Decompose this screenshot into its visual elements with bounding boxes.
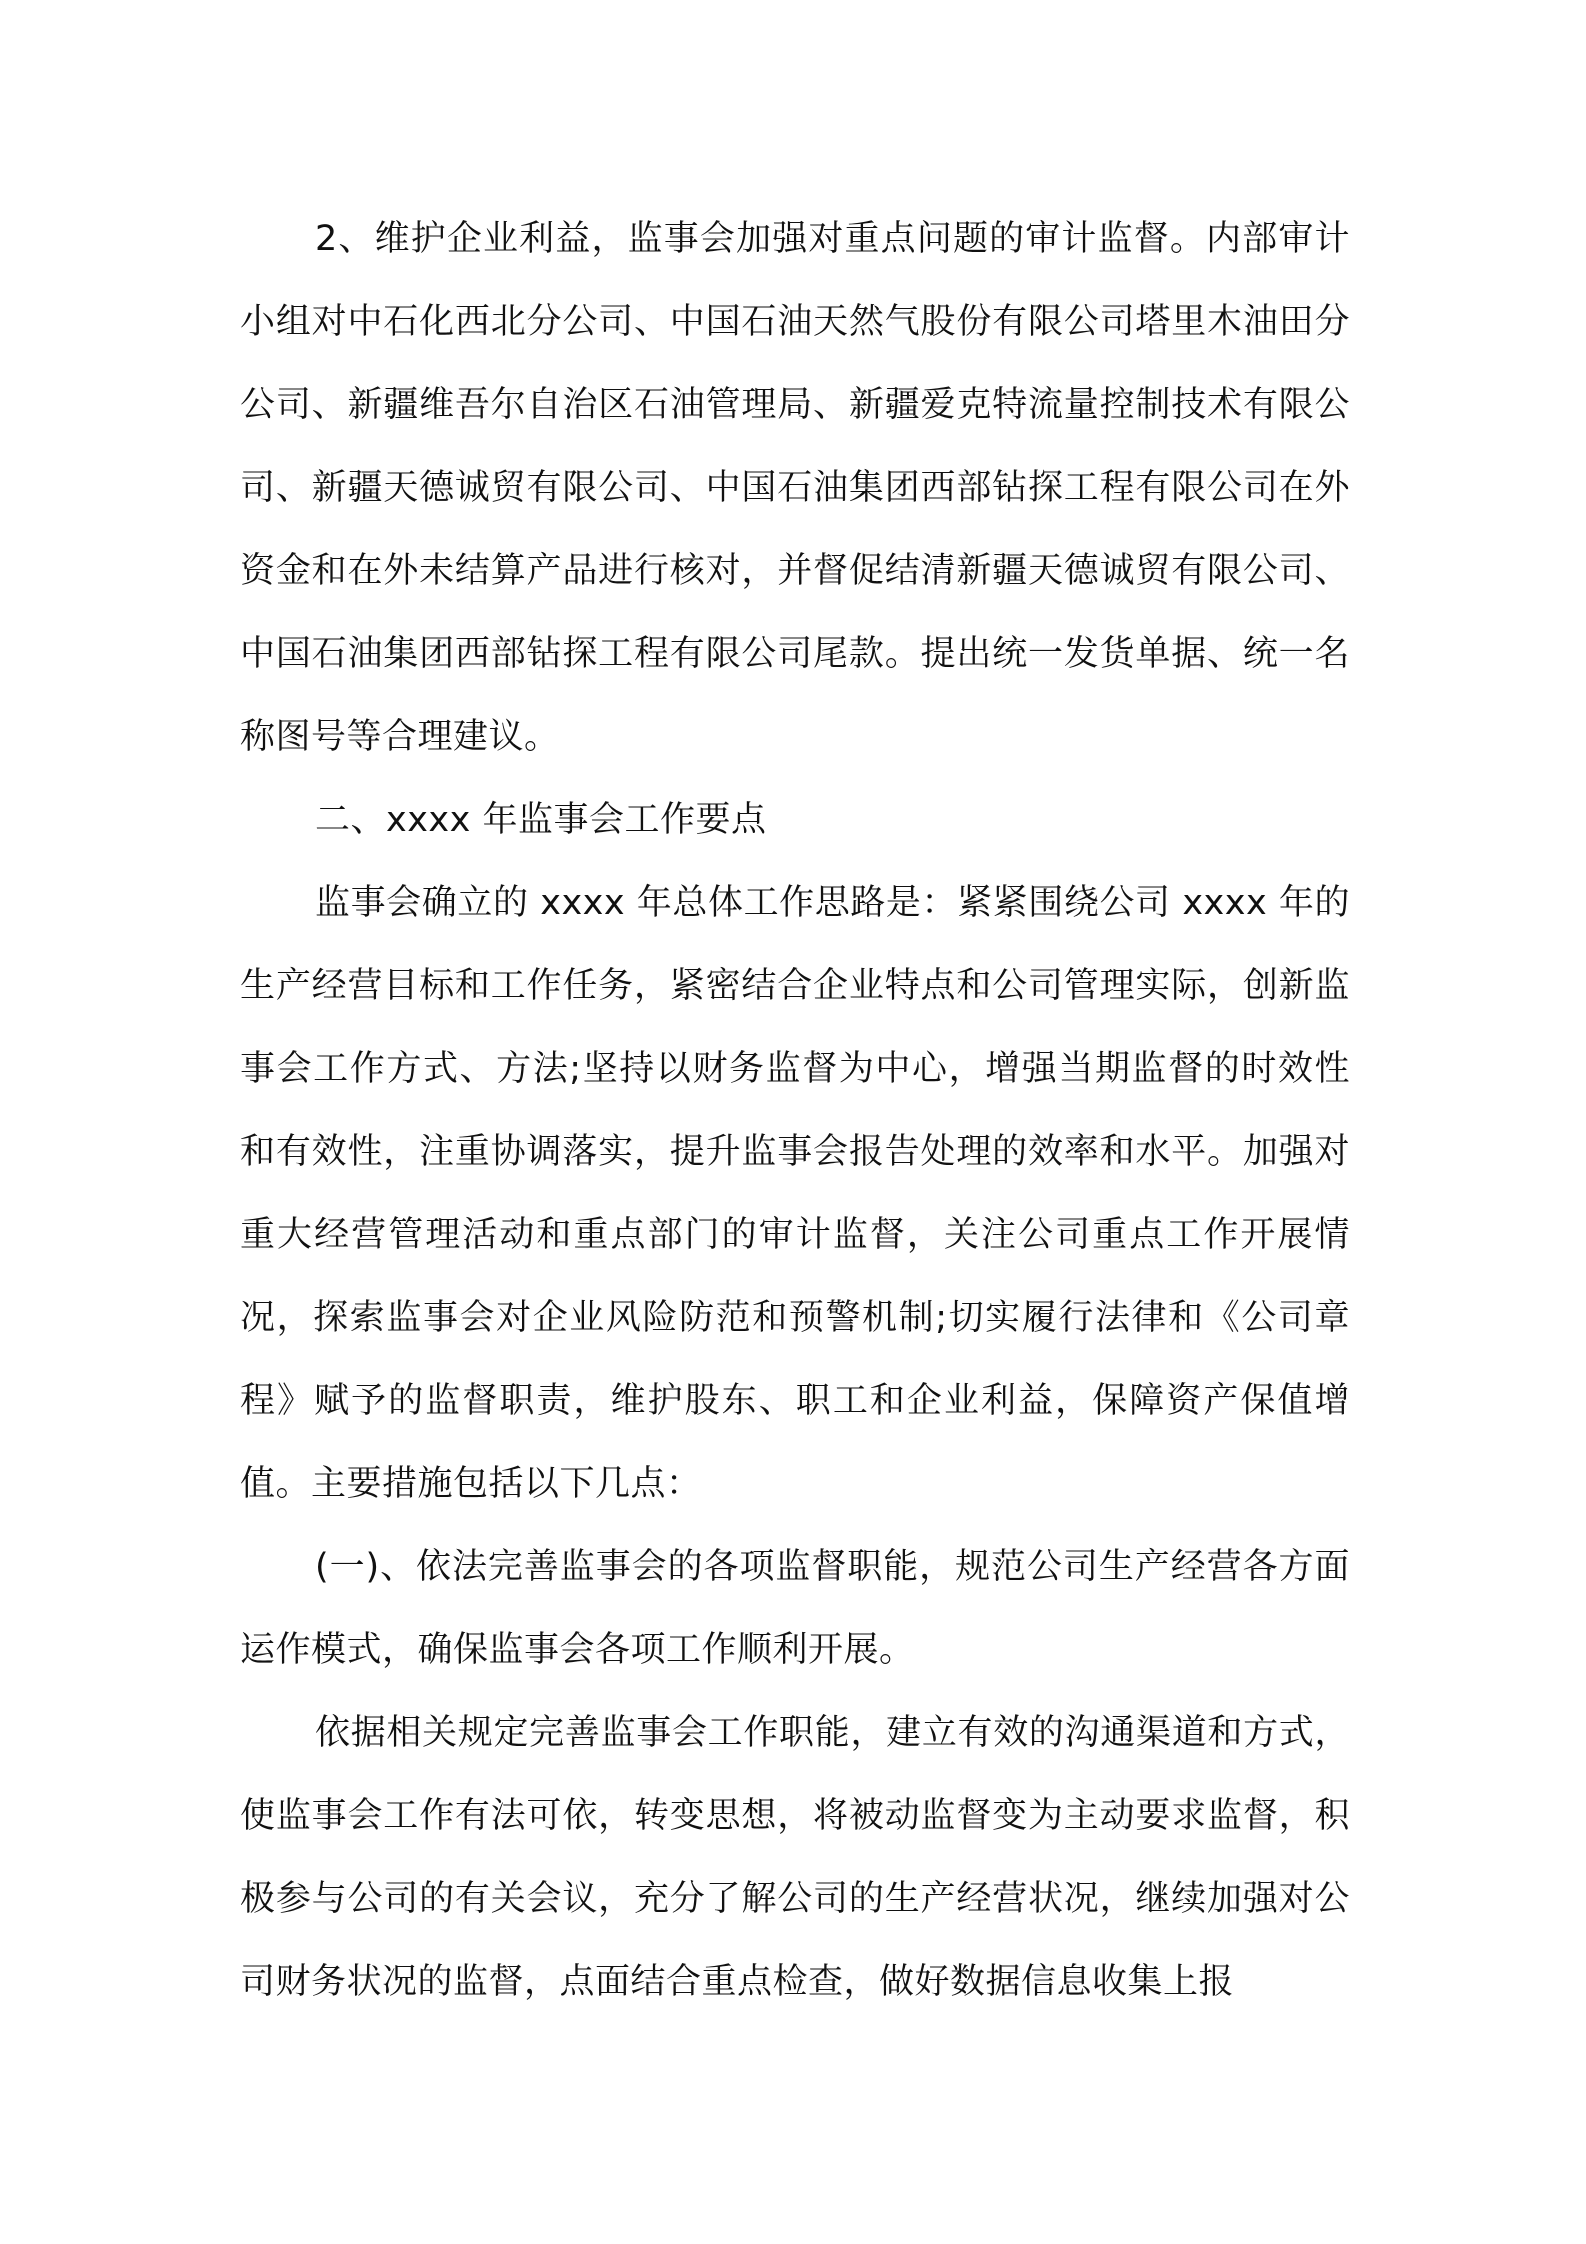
document-body [240, 198, 1350, 2024]
paragraph-improve-functions: 依据相关规定完善监事会工作职能，建立有效的沟通渠道和方式，使监事会工作有法可依，转变思想，将被动监督变为主动要求监督，积极参与公司的有关会议，充分了解公司的生产经营状况，继续加强对公司财务状况的监督，点面结合重点检查，做好数据信息收集上报 [240, 1713, 1350, 2002]
section-heading-work-points: 二、xxxx 年监事会工作要点 [315, 800, 767, 840]
paragraph-overall-approach: 监事会确立的 xxxx 年总体工作思路是：紧紧围绕公司 xxxx 年的生产经营目标和工作任务，紧密结合企业特点和公司管理实际，创新监事会工作方式、方法;坚持以财务监督为中心，增强当期监督的时效性和有效性，注重协调落实，提升监事会报告处理的效率和水平。加强对重大经营管理活动和重点部门的审计监督，关注公司重点工作开展情况，探索监事会对企业风险防范和预警机制;切实履行法律和《公司章程》赋予的监督职责，维护股东、职工和企业利益，保障资产保值增值。主要措施包括以下几点： [240, 883, 1350, 1504]
paragraph-audit-supervision: 2、维护企业利益，监事会加强对重点问题的审计监督。内部审计小组对中石化西北分公司、中国石油天然气股份有限公司塔里木油田分公司、新疆维吾尔自治区石油管理局、新疆爱克特流量控制技术有限公司、新疆天德诚贸有限公司、中国石油集团西部钻探工程有限公司在外资金和在外未结算产品进行核对，并督促结清新疆天德诚贸有限公司、中国石油集团西部钻探工程有限公司尾款。提出统一发货单据、统一名称图号等合理建议。 [240, 219, 1350, 757]
paragraph-measure-one: (一)、依法完善监事会的各项监督职能，规范公司生产经营各方面运作模式，确保监事会各项工作顺利开展。 [240, 1547, 1350, 1670]
